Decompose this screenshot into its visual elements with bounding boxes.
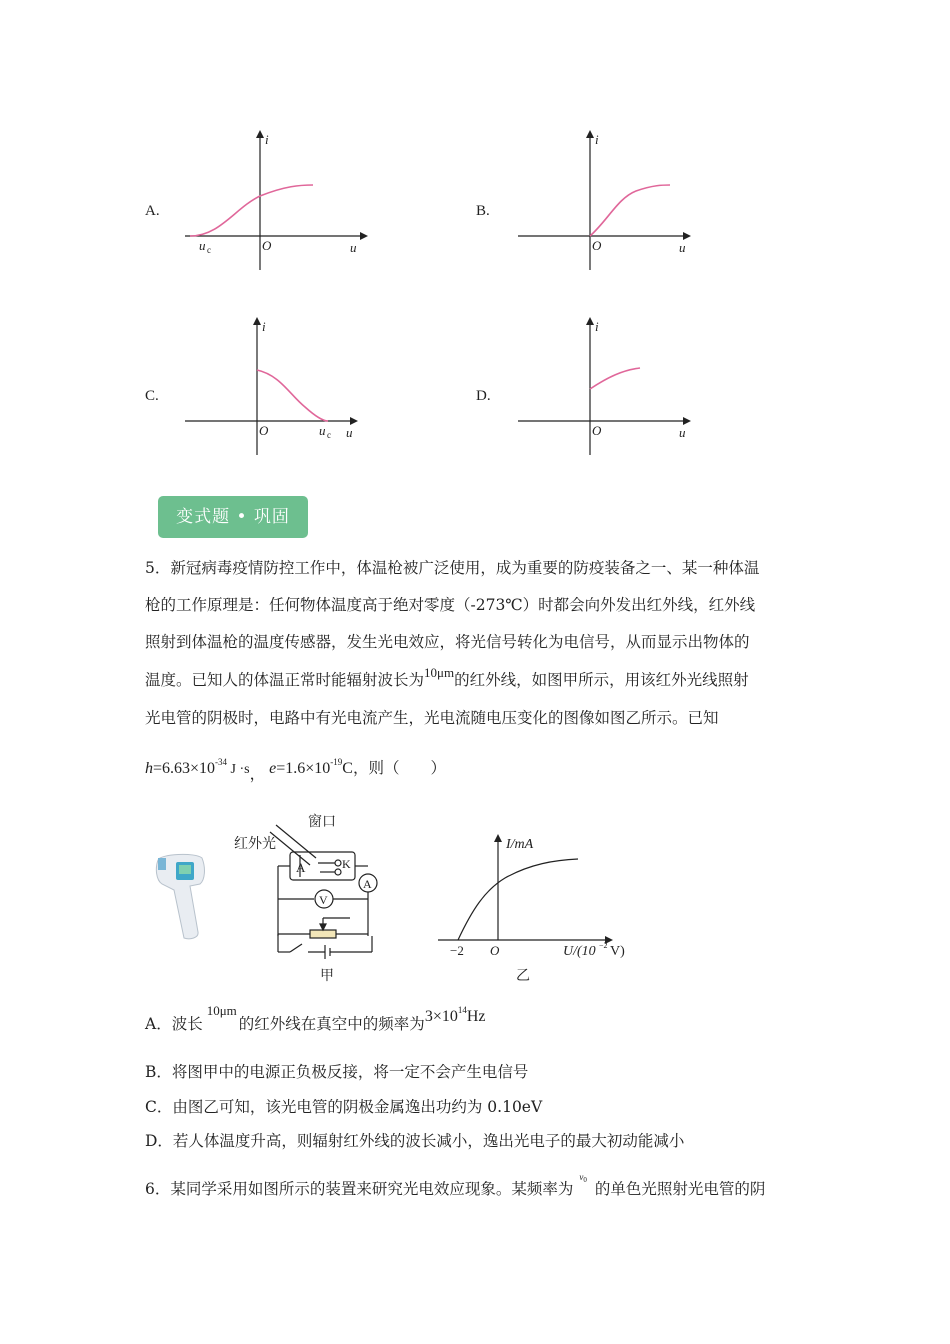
axis-i-label: i [265,132,269,147]
axis-i-label: i [595,319,599,334]
q5-line-2: 枪的工作原理是：任何物体温度高于绝对零度（-273℃）时都会向外发出红外线，红外线 [145,596,756,614]
curve-a [190,185,313,236]
q5-line-5: 光电管的阴极时，电路中有光电流产生，光电流随电压变化的图像如图乙所示。已知 [145,709,719,727]
graph-option-c [185,315,375,460]
ammeter-label: A [363,877,372,891]
q5-option-c: C．由图乙可知，该光电管的阴极金属逸出功约为 0.10eV [145,1098,543,1116]
curve-d [590,368,640,389]
graph-yi-xlabel-end: V) [610,944,625,959]
cathode-label: K [342,857,351,871]
graph-yi-ylabel: I/mA [506,837,534,852]
q5-option-d: D．若人体温度升高，则辐射红外线的波长减小，逸出光电子的最大初动能减小 [145,1132,685,1150]
axis-i-label: i [595,132,599,147]
option-letter-a: A. [145,203,160,219]
q5-figures [150,810,650,990]
option-letter-b: B. [476,203,490,219]
graph-yi-tick: −2 [450,943,464,958]
graph-yi-xlabel: U/(10 [563,944,596,959]
axis-u-label: u [679,240,686,255]
graph-yi-xlabel-exp: −2 [599,941,608,950]
origin-label: O [259,423,269,438]
q5-line-4: 温度。已知人的体温正常时能辐射波长为$^{10\mu m}$的红外线，如图甲所示，用该红外光线照射 [145,665,749,689]
caption-jia: 甲 [320,969,334,984]
window-label: 窗口 [308,815,336,830]
option-letter-d: D. [476,388,491,404]
origin-label: O [592,423,602,438]
graph-yi [438,838,605,940]
graph-option-d [518,315,708,460]
axis-u-label: u [679,425,686,440]
axis-u-label: u [350,240,357,255]
option-letter-c: C. [145,388,159,404]
anode-label: A [296,860,306,875]
infrared-label: 红外光 [234,837,276,852]
q5-line-1: 5．新冠病毒疫情防控工作中，体温枪被广泛使用，成为重要的防疫装备之一、某一种体温 [145,559,760,577]
curve-c [257,370,328,421]
uc-sub: c [327,430,331,440]
origin-label: O [262,238,272,253]
curve-b [590,185,670,236]
graph-yi-origin: O [490,943,500,958]
voltmeter-label: V [319,893,328,907]
caption-yi: 乙 [516,969,530,984]
uc-label: u [319,423,326,438]
circuit-jia [270,825,377,959]
section-badge: 变式题 • 巩固 [158,496,308,538]
q5-line-3: 照射到体温枪的温度传感器，发生光电效应，将光信号转化为电信号，从而显示出物体的 [145,633,750,651]
thermometer-gun-icon [156,854,204,938]
axis-u-label: u [346,425,353,440]
graph-option-b [518,128,708,273]
q5-option-b: B．将图甲中的电源正负极反接，将一定不会产生电信号 [145,1063,529,1081]
graph-option-a [185,128,375,273]
axis-i-label: i [262,319,266,334]
q5-formula: $h=6.63\times 10^{-34}$ J ·s， $e=1.6\times 10^{-19}C$，则（ ） [145,757,446,783]
uc-sub: c [207,245,211,255]
origin-label: O [592,238,602,253]
uc-label: u [199,238,206,253]
q6-line-1: 6．某同学采用如图所示的装置来研究光电效应现象。某频率为$^{\nu 0}$ 的单色光照射光电管的阴 [145,1172,766,1198]
q5-option-a: A．波长$^{10\mu m}$的红外线在真空中的频率为$3\times 10^{14}Hz$ [145,1003,486,1033]
